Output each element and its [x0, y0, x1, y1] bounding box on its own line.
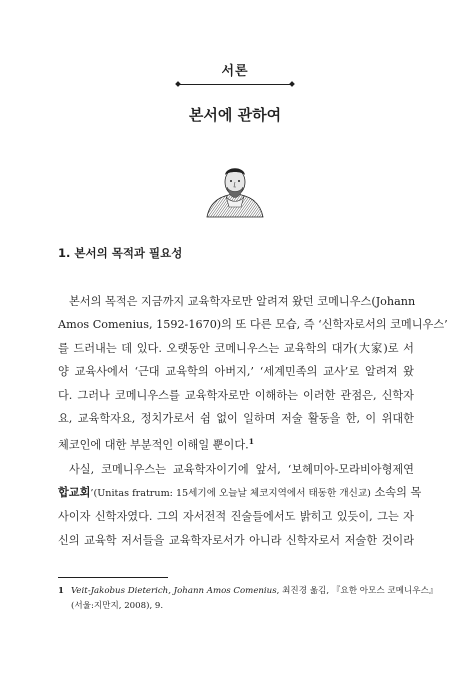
ornamental-rule — [178, 84, 292, 85]
footnote-number: 1 — [58, 586, 64, 596]
paragraph2-line: 신의 교육학 저서들을 교육학자로서가 아니라 신학자로서 저술한 것이라 — [58, 533, 414, 547]
paragraph1-line: 체코인에 대한 부분적인 이해일 뿐이다. — [58, 439, 249, 453]
footnote-divider — [58, 577, 168, 578]
unitas-fratrum-note: ’(Unitas fratrum: 15세기에 오늘날 체코지역에서 태동한 개신교) — [90, 487, 371, 499]
chapter-label: 서론 — [221, 64, 249, 79]
footnote-reference[interactable]: 1 — [248, 437, 254, 447]
paragraph1-line: 양 교육사에서 ‘근대 교육학의 아버지,’ ‘세계민족의 교사’로 알려져 왔 — [58, 365, 414, 379]
section-heading: 1. 본서의 목적과 필요성 — [58, 246, 183, 260]
footnote — [58, 584, 438, 614]
footnote-line: (서울:지만지, 2008), 9. — [71, 601, 164, 611]
body-text — [58, 290, 448, 552]
paragraph1-line: 다. 그러나 코메니우스를 교육학자로만 이해하는 이러한 관점은, 신학자 — [58, 388, 414, 402]
paragraph1-line: 를 드러내는 데 있다. 오랫동안 코메니우스는 교육학의 대가(大家)로 서 — [58, 341, 414, 355]
paragraph2-line — [58, 481, 422, 505]
footnote-line — [58, 584, 438, 599]
chapter-title: 본서에 관하여 — [188, 106, 282, 124]
paragraph2-line: 사실, 코메니우스는 교육학자이기에 앞서, ‘보헤미아-모라비아형제연 — [69, 462, 414, 476]
paragraph2-line: 사이자 신학자였다. 그의 자서전적 진술들에서도 밝히고 있듯이, 그는 자 — [58, 510, 414, 524]
footnote-citation: Veit-Jakobus Dieterich, Johann Amos Comenius — [71, 586, 277, 596]
portrait-engraving-icon — [204, 163, 266, 217]
paragraph1-line: 본서의 목적은 지금까지 교육학자로만 알려져 왔던 코메니우스(Johann — [69, 295, 416, 308]
paragraph1-line: 요, 교육학자요, 정치가로서 쉼 없이 일하며 저술 활동을 한, 이 위대한 — [58, 412, 414, 426]
footnote-citation-rest: , 최진경 옮김, 『요한 아모스 코메니우스』 — [276, 586, 438, 596]
church-name-tail: 합교회 — [58, 484, 91, 499]
paragraph2-line-tail: 소속의 목 — [370, 485, 422, 499]
paragraph1-line: Amos Comenius, 1592-1670)의 또 다른 모습, 즉 ‘신학자로서의 코메니우스’ — [58, 318, 448, 332]
paragraph1-last-line — [58, 430, 414, 457]
